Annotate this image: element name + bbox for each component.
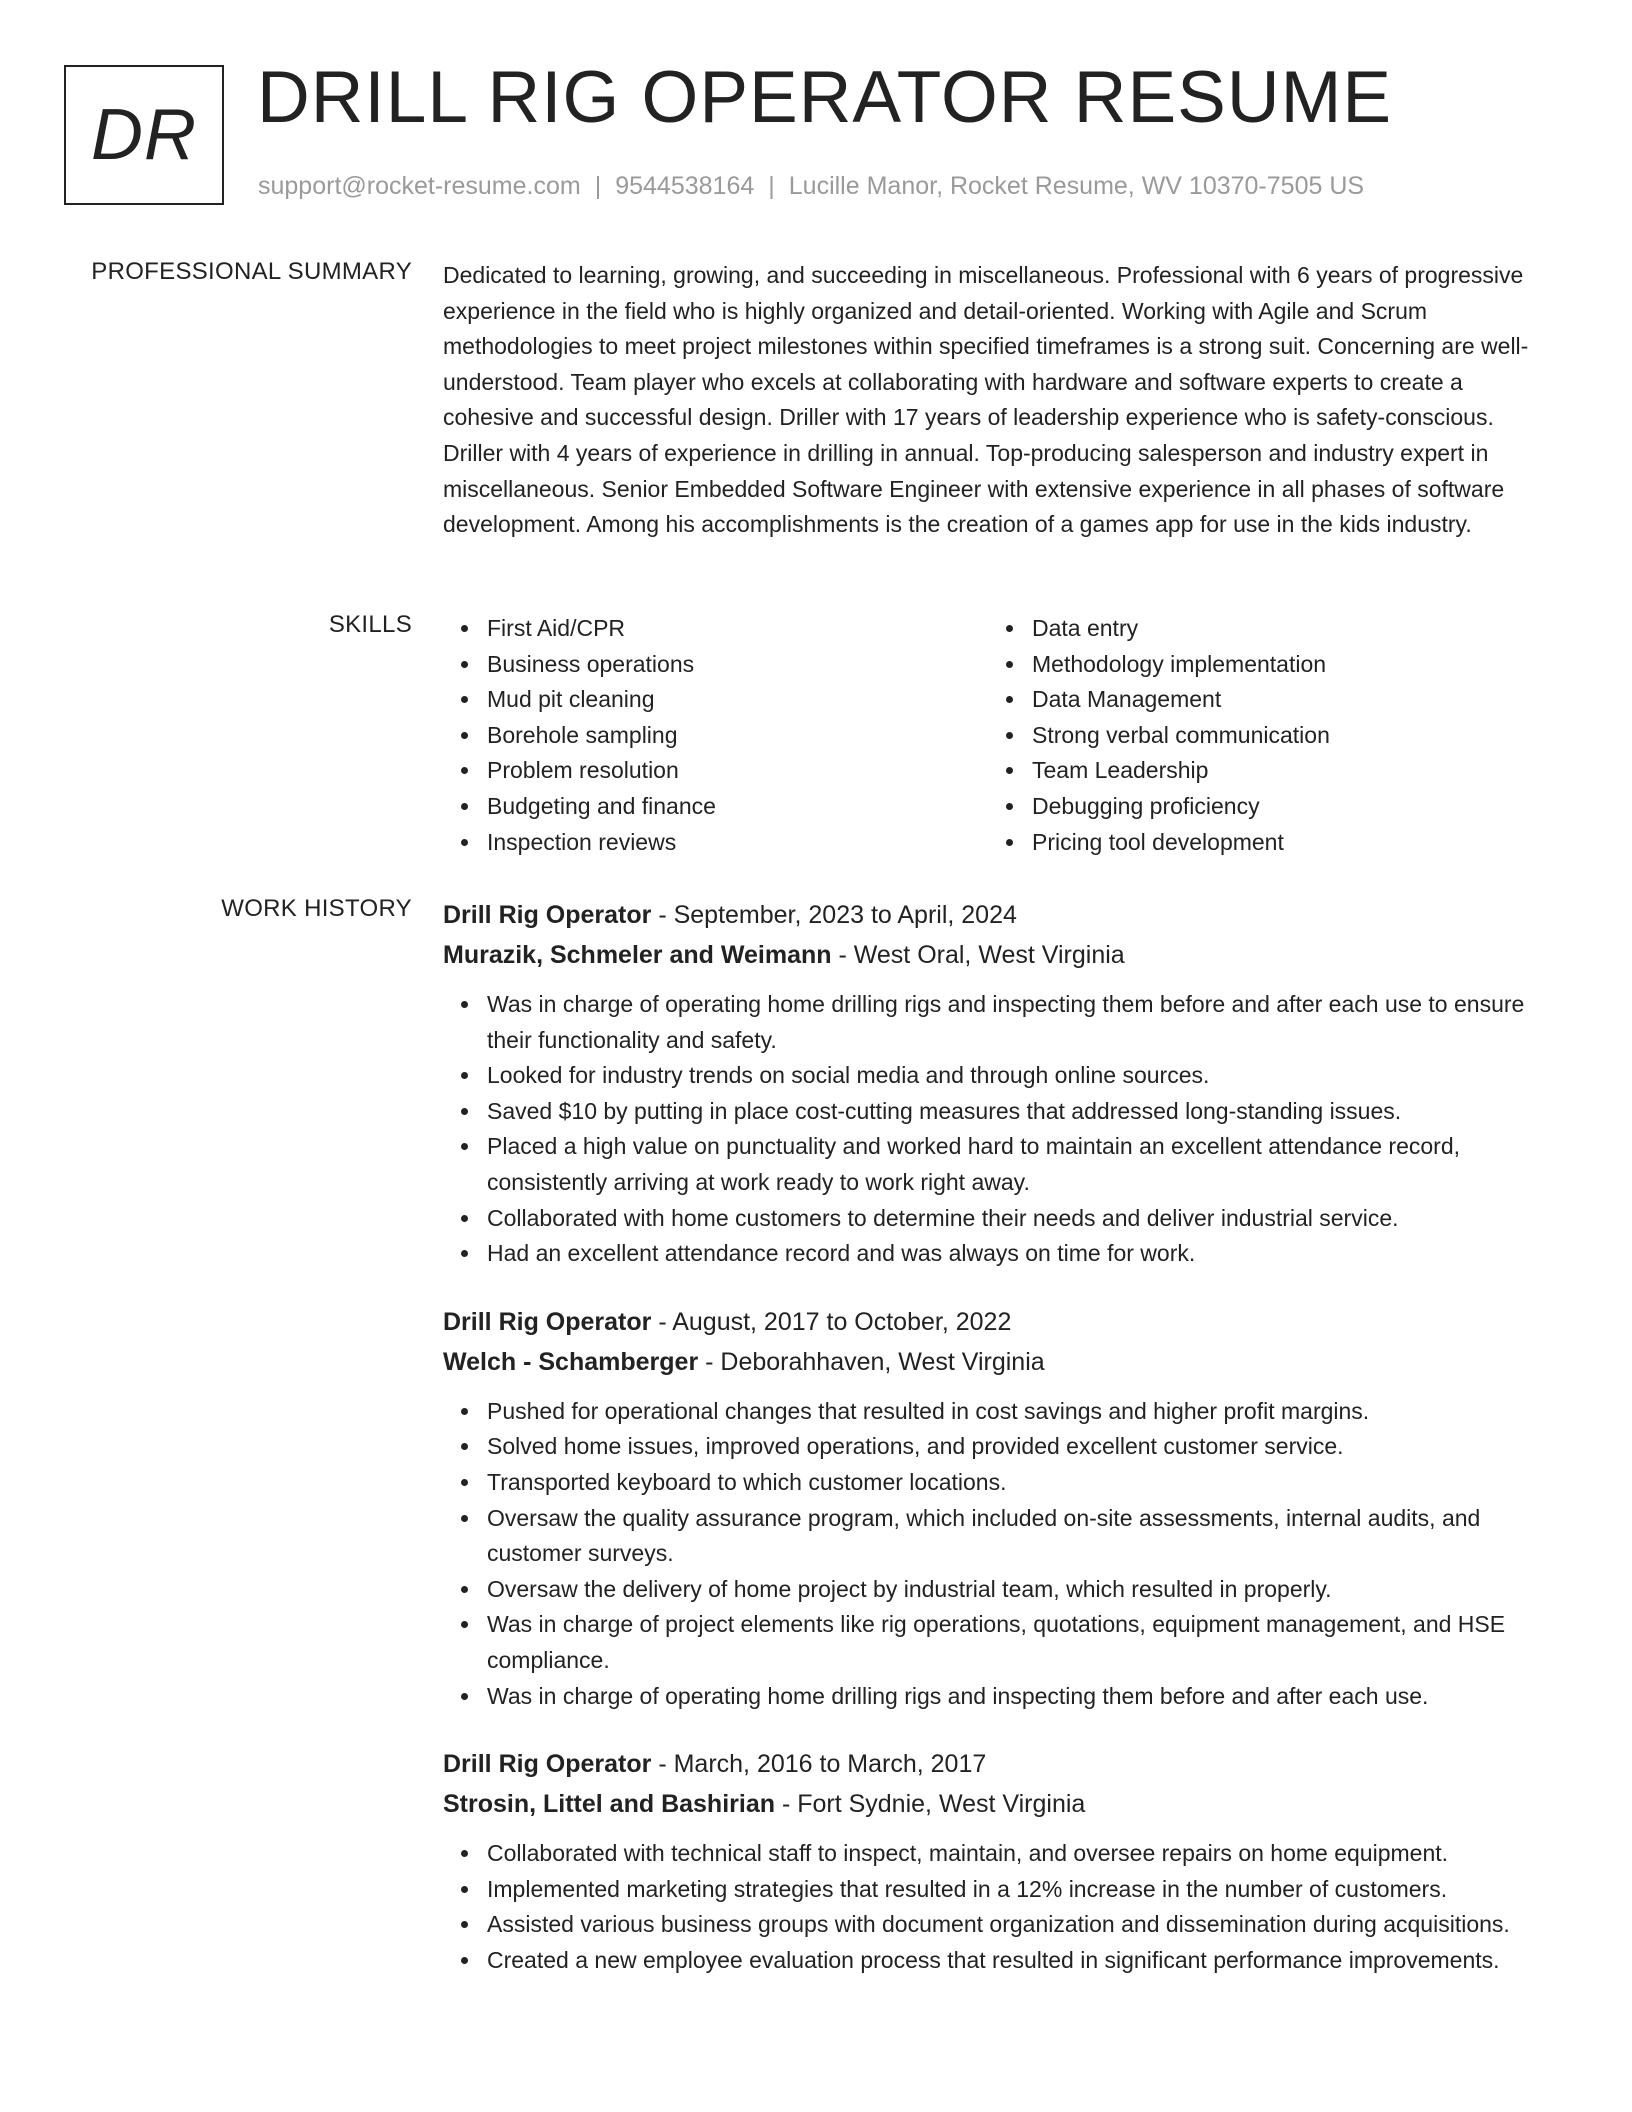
skill-item: Mud pit cleaning bbox=[487, 682, 988, 718]
job-company-line bbox=[443, 1784, 1553, 1824]
summary-text: Dedicated to learning, growing, and succeeding in miscellaneous. Professional with 6 years of progressive experience in the field who is highly organized and detail-oriented. Working with Agile and Scrum methodologies to meet project milestones within specified timeframes is a strong suit. Concerning are well-understood. Team player who excels at collaborating with hardware and software experts to create a cohesive and successful design. Driller with 17 years of leadership experience who is safety-conscious. Driller with 4 years of experience in drilling in annual. Top-producing salesperson and industry expert in miscellaneous. Senior Embedded Software Engineer with extensive experience in all phases of software development. Among his accomplishments is the creation of a games app for use in the kids industry. bbox=[443, 262, 1529, 538]
skill-item: First Aid/CPR bbox=[487, 611, 988, 647]
job-title: Drill Rig Operator bbox=[443, 1307, 652, 1336]
skills-list-right bbox=[988, 611, 1533, 860]
job-bullet: Solved home issues, improved operations, and provided excellent customer service. bbox=[487, 1429, 1553, 1465]
skill-item: Budgeting and finance bbox=[487, 789, 988, 825]
monogram-logo: DR bbox=[64, 65, 224, 205]
job-company-line bbox=[443, 935, 1553, 975]
skill-item: Pricing tool development bbox=[1032, 825, 1533, 861]
job-bullet: Created a new employee evaluation process that resulted in significant performance improvements. bbox=[487, 1943, 1553, 1979]
job-bullets bbox=[443, 1394, 1553, 1714]
work-heading: WORK HISTORY bbox=[221, 895, 412, 922]
job-bullet: Implemented marketing strategies that resulted in a 12% increase in the number of customers. bbox=[487, 1872, 1553, 1908]
job-bullets bbox=[443, 987, 1553, 1272]
job-title: Drill Rig Operator bbox=[443, 1750, 652, 1779]
job-location: - Fort Sydnie, West Virginia bbox=[775, 1790, 1086, 1819]
job-bullets bbox=[443, 1836, 1553, 1978]
contact-separator: | bbox=[594, 172, 602, 200]
work-list bbox=[443, 895, 1553, 2008]
page-title: DRILL RIG OPERATOR RESUME bbox=[257, 57, 1393, 138]
job-title-line bbox=[443, 1302, 1553, 1342]
job-bullet: Had an excellent attendance record and was always on time for work. bbox=[487, 1236, 1553, 1272]
contact-phone: 9544538164 bbox=[615, 172, 755, 200]
skill-item: Problem resolution bbox=[487, 753, 988, 789]
job-title: Drill Rig Operator bbox=[443, 901, 652, 929]
job-bullet: Oversaw the delivery of home project by industrial team, which resulted in properly. bbox=[487, 1572, 1553, 1608]
contact-line bbox=[258, 172, 1364, 201]
job-bullet: Was in charge of operating home drilling rigs and inspecting them before and after each use. bbox=[487, 1679, 1553, 1715]
job-bullet: Oversaw the quality assurance program, which included on-site assessments, internal audits, and customer surveys. bbox=[487, 1501, 1553, 1572]
job-bullet: Transported keyboard to which customer locations. bbox=[487, 1465, 1553, 1501]
job-bullet: Was in charge of project elements like rig operations, quotations, equipment management, and HSE compliance. bbox=[487, 1607, 1553, 1678]
skill-item: Methodology implementation bbox=[1032, 647, 1533, 683]
skill-item: Team Leadership bbox=[1032, 753, 1533, 789]
job-dates: - March, 2016 to March, 2017 bbox=[651, 1750, 987, 1779]
job-title-line bbox=[443, 895, 1553, 935]
job-entry bbox=[443, 1744, 1553, 1978]
contact-email: support@rocket-resume.com bbox=[258, 172, 581, 200]
skill-item: Debugging proficiency bbox=[1032, 789, 1533, 825]
skill-item: Strong verbal communication bbox=[1032, 718, 1533, 754]
job-company: Murazik, Schmeler and Weimann bbox=[443, 941, 832, 969]
job-company: Strosin, Littel and Bashirian bbox=[443, 1790, 775, 1819]
job-entry bbox=[443, 1302, 1553, 1714]
job-entry bbox=[443, 895, 1553, 1272]
contact-separator: | bbox=[768, 172, 775, 200]
skill-item: Borehole sampling bbox=[487, 718, 988, 754]
skill-item: Data Management bbox=[1032, 682, 1533, 718]
contact-address: Lucille Manor, Rocket Resume, WV 10370-7505 US bbox=[788, 172, 1365, 200]
skill-item: Inspection reviews bbox=[487, 825, 988, 861]
job-bullet: Collaborated with home customers to determine their needs and deliver industrial service. bbox=[487, 1201, 1553, 1237]
skill-item: Business operations bbox=[487, 647, 988, 683]
job-company: Welch - Schamberger bbox=[443, 1347, 699, 1376]
job-company-line bbox=[443, 1342, 1553, 1382]
job-location: - Deborahhaven, West Virginia bbox=[698, 1347, 1045, 1376]
job-bullet: Collaborated with technical staff to inspect, maintain, and oversee repairs on home equipment. bbox=[487, 1836, 1553, 1872]
job-dates: - September, 2023 to April, 2024 bbox=[651, 901, 1017, 929]
job-bullet: Assisted various business groups with document organization and dissemination during acquisitions. bbox=[487, 1907, 1553, 1943]
job-bullet: Pushed for operational changes that resulted in cost savings and higher profit margins. bbox=[487, 1394, 1553, 1430]
skills-list-left bbox=[443, 611, 988, 860]
skills-body bbox=[443, 611, 1553, 860]
job-title-line bbox=[443, 1744, 1553, 1784]
skills-heading: SKILLS bbox=[328, 611, 412, 638]
job-bullet: Looked for industry trends on social media and through online sources. bbox=[487, 1058, 1553, 1094]
job-location: - West Oral, West Virginia bbox=[831, 941, 1125, 969]
job-dates: - August, 2017 to October, 2022 bbox=[651, 1307, 1012, 1336]
skill-item: Data entry bbox=[1032, 611, 1533, 647]
job-bullet: Was in charge of operating home drilling rigs and inspecting them before and after each use to ensure their functionality and safety. bbox=[487, 987, 1553, 1058]
job-bullet: Saved $10 by putting in place cost-cutting measures that addressed long-standing issues. bbox=[487, 1094, 1553, 1130]
summary-heading: PROFESSIONAL SUMMARY bbox=[91, 258, 412, 285]
job-bullet: Placed a high value on punctuality and worked hard to maintain an excellent attendance record, consistently arriving at work ready to work right away. bbox=[487, 1129, 1553, 1200]
